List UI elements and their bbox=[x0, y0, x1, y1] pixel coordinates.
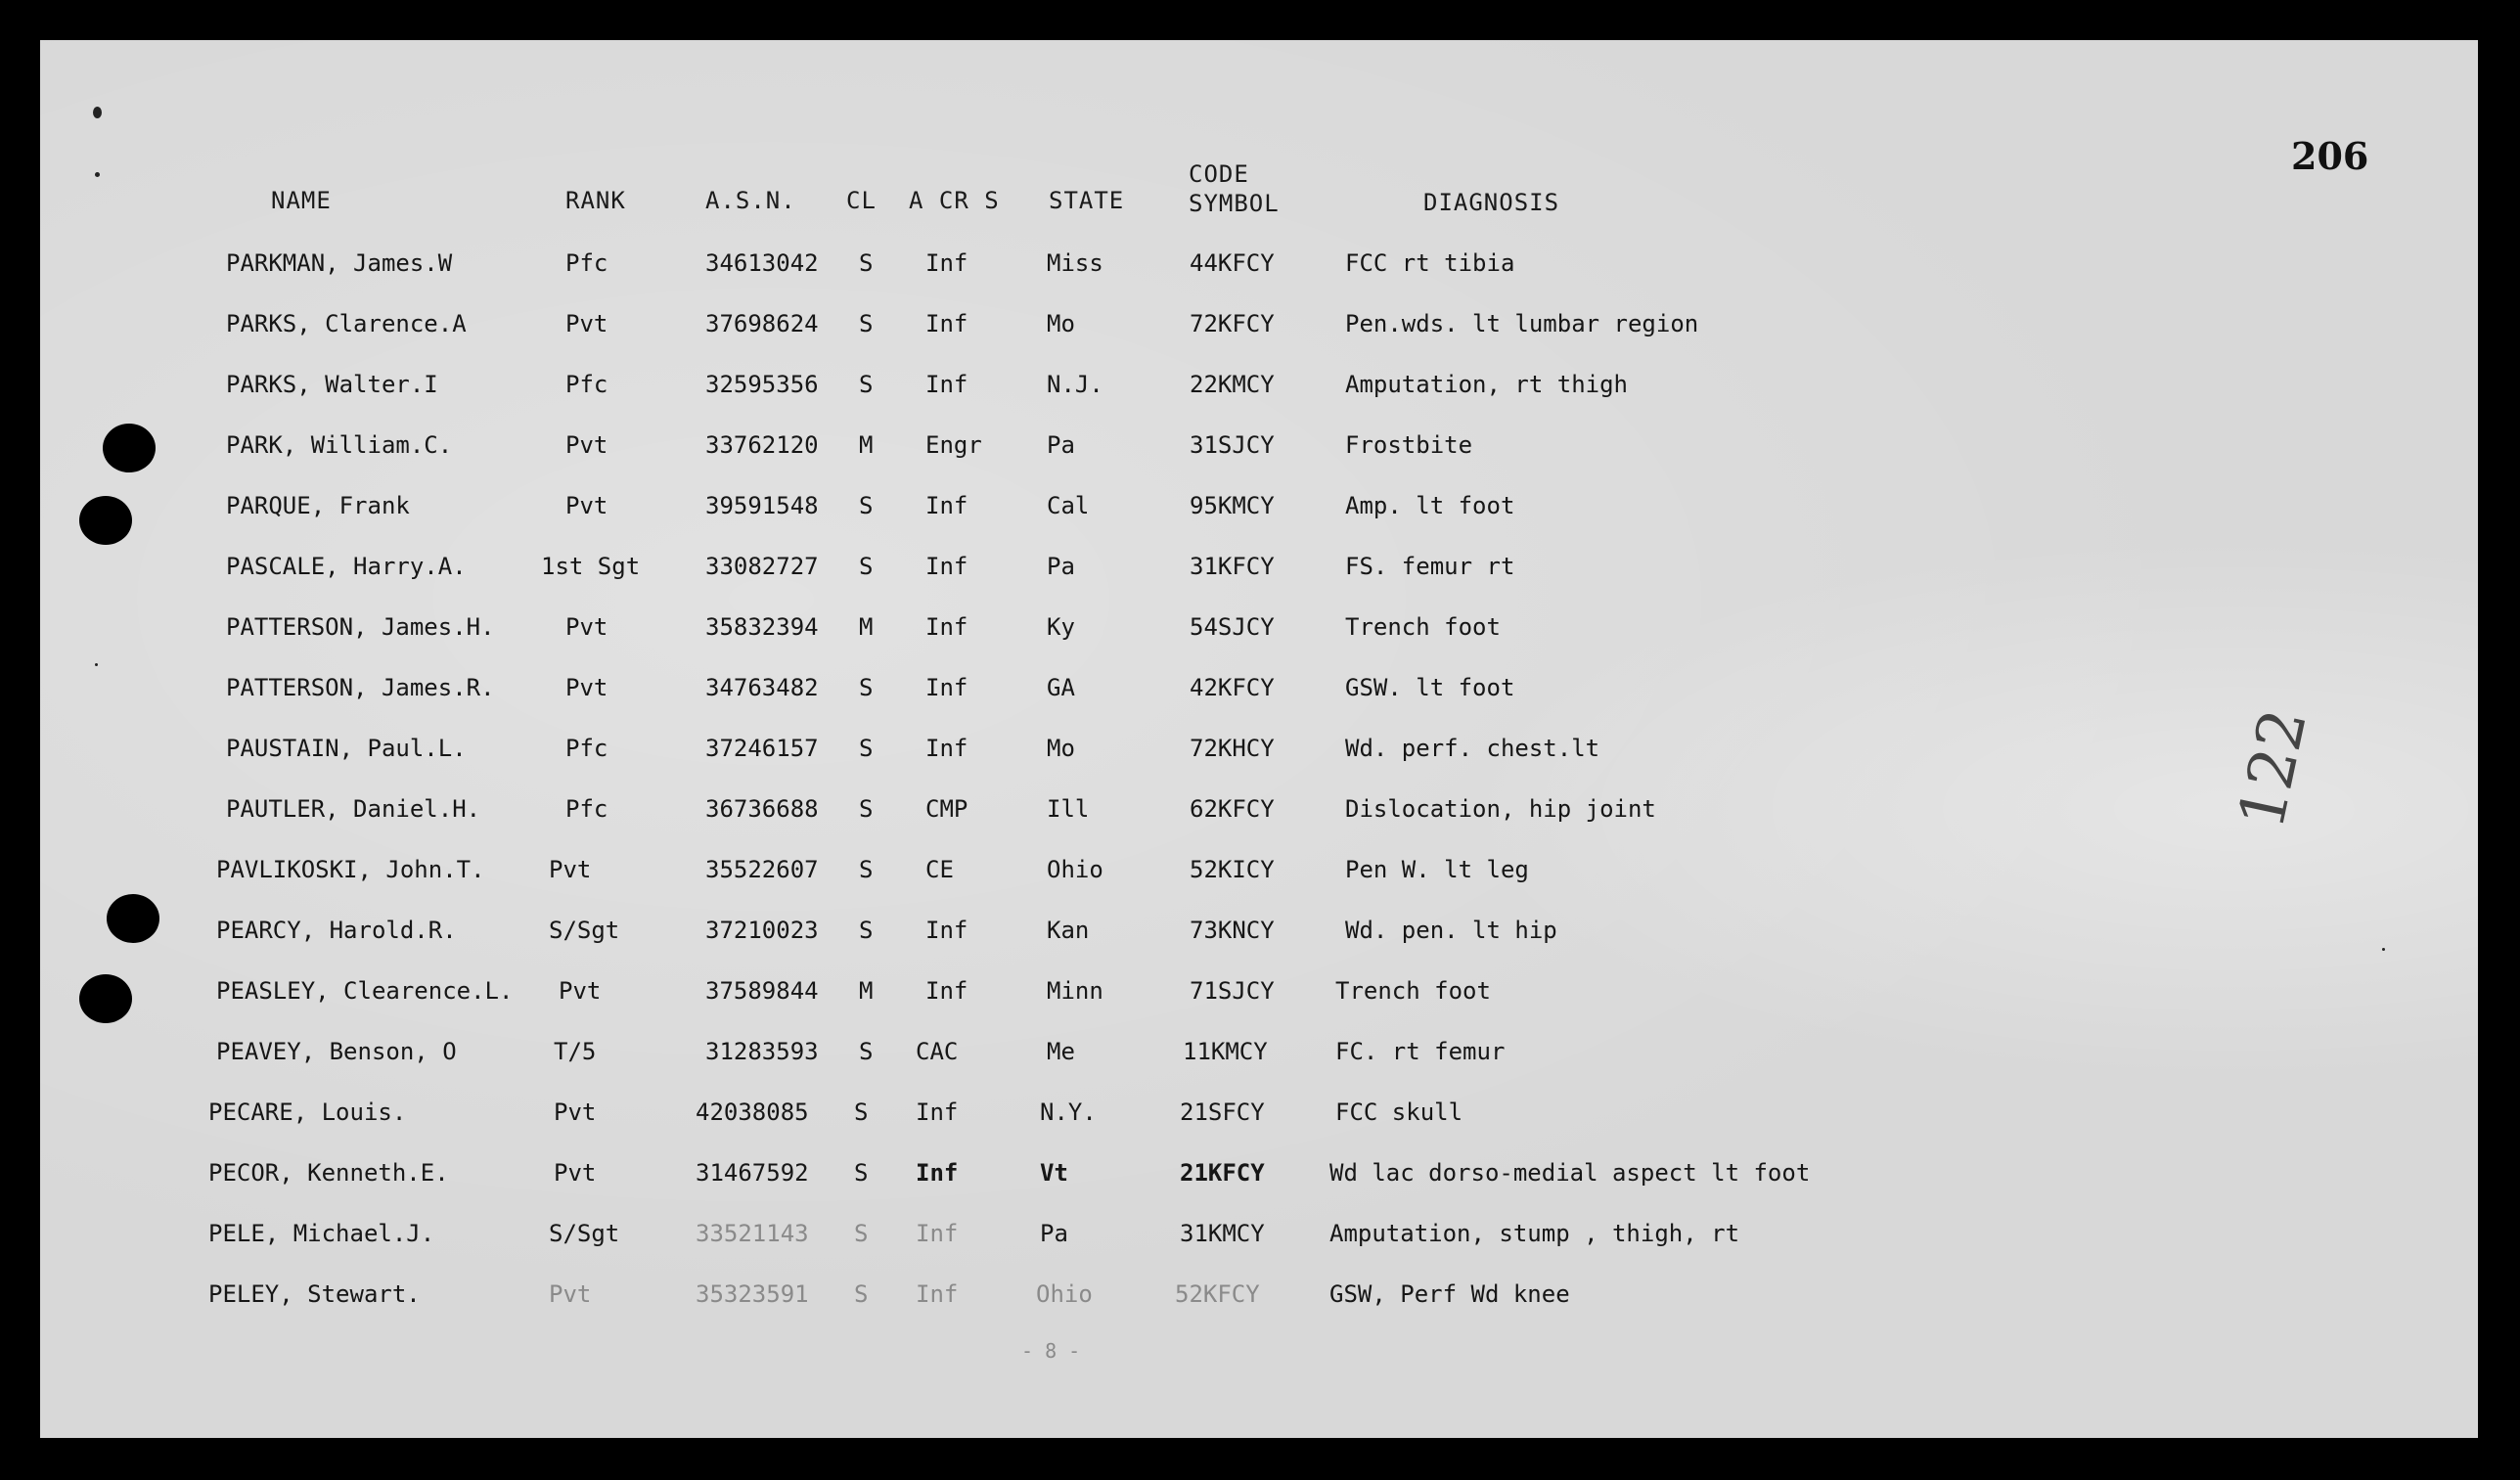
speck-1 bbox=[93, 107, 102, 118]
cell-cl: S bbox=[859, 249, 874, 277]
cell-asn: 35832394 bbox=[705, 613, 819, 641]
cell-cl: S bbox=[859, 371, 874, 398]
cell-diagnosis: GSW. lt foot bbox=[1345, 674, 1515, 701]
cell-code: 21KFCY bbox=[1180, 1159, 1265, 1187]
header-cl: CL bbox=[846, 187, 877, 214]
cell-arm: Engr bbox=[925, 431, 982, 459]
cell-cl: S bbox=[859, 1038, 874, 1065]
cell-name: PAUSTAIN, Paul.L. bbox=[226, 735, 467, 762]
cell-rank: Pvt bbox=[565, 674, 608, 701]
cell-cl: M bbox=[859, 977, 874, 1005]
cell-rank: Pvt bbox=[559, 977, 602, 1005]
cell-cl: S bbox=[859, 917, 874, 944]
cell-arm: Inf bbox=[925, 553, 968, 580]
cell-asn: 35522607 bbox=[705, 856, 819, 883]
header-diagnosis: DIAGNOSIS bbox=[1423, 189, 1560, 216]
cell-code: 22KMCY bbox=[1190, 371, 1275, 398]
margin-note: 122 bbox=[2226, 702, 2321, 835]
punch-hole-1 bbox=[103, 424, 156, 472]
cell-state: Ohio bbox=[1047, 856, 1103, 883]
cell-cl: S bbox=[854, 1220, 869, 1247]
document-card bbox=[40, 40, 2478, 1438]
cell-cl: S bbox=[854, 1280, 869, 1308]
cell-arm: Inf bbox=[925, 492, 968, 519]
cell-rank: Pvt bbox=[554, 1159, 597, 1187]
cell-code: 31SJCY bbox=[1190, 431, 1275, 459]
cell-rank: 1st Sgt bbox=[541, 553, 641, 580]
header-code-line1: CODE bbox=[1189, 160, 1249, 188]
cell-rank: S/Sgt bbox=[549, 1220, 620, 1247]
cell-code: 21SFCY bbox=[1180, 1099, 1265, 1126]
cell-asn: 39591548 bbox=[705, 492, 819, 519]
cell-cl: S bbox=[859, 674, 874, 701]
cell-arm: Inf bbox=[916, 1280, 959, 1308]
cell-code: 11KMCY bbox=[1183, 1038, 1268, 1065]
cell-name: PEAVEY, Benson, O bbox=[216, 1038, 457, 1065]
footer-stamp: - 8 - bbox=[1021, 1339, 1081, 1363]
cell-state: Mo bbox=[1047, 735, 1075, 762]
cell-state: Me bbox=[1047, 1038, 1075, 1065]
cell-asn: 37698624 bbox=[705, 310, 819, 337]
cell-diagnosis: Wd lac dorso-medial aspect lt foot bbox=[1329, 1159, 1811, 1187]
cell-diagnosis: Dislocation, hip joint bbox=[1345, 795, 1656, 823]
cell-state: Ill bbox=[1047, 795, 1090, 823]
cell-diagnosis: FCC rt tibia bbox=[1345, 249, 1515, 277]
cell-cl: S bbox=[859, 735, 874, 762]
cell-diagnosis: Amp. lt foot bbox=[1345, 492, 1515, 519]
cell-cl: S bbox=[859, 553, 874, 580]
cell-code: 31KFCY bbox=[1190, 553, 1275, 580]
cell-code: 73KNCY bbox=[1190, 917, 1275, 944]
cell-state: Pa bbox=[1047, 431, 1075, 459]
cell-name: PELE, Michael.J. bbox=[208, 1220, 435, 1247]
cell-asn: 32595356 bbox=[705, 371, 819, 398]
cell-rank: Pvt bbox=[554, 1099, 597, 1126]
cell-asn: 37210023 bbox=[705, 917, 819, 944]
cell-arm: CMP bbox=[925, 795, 968, 823]
cell-code: 31KMCY bbox=[1180, 1220, 1265, 1247]
header-name: NAME bbox=[271, 187, 332, 214]
punch-hole-3 bbox=[107, 894, 159, 943]
cell-state: Ky bbox=[1047, 613, 1075, 641]
cell-asn: 33762120 bbox=[705, 431, 819, 459]
header-rank: RANK bbox=[565, 187, 626, 214]
header-code-symbol bbox=[1189, 159, 1280, 218]
cell-name: PECARE, Louis. bbox=[208, 1099, 407, 1126]
cell-state: Cal bbox=[1047, 492, 1090, 519]
cell-arm: Inf bbox=[916, 1220, 959, 1247]
cell-code: 72KFCY bbox=[1190, 310, 1275, 337]
header-code-line2: SYMBOL bbox=[1189, 190, 1280, 217]
cell-name: PELEY, Stewart. bbox=[208, 1280, 421, 1308]
cell-diagnosis: FC. rt femur bbox=[1335, 1038, 1506, 1065]
cell-state: Vt bbox=[1040, 1159, 1068, 1187]
cell-diagnosis: FS. femur rt bbox=[1345, 553, 1515, 580]
cell-name: PECOR, Kenneth.E. bbox=[208, 1159, 449, 1187]
cell-arm: CE bbox=[925, 856, 954, 883]
cell-rank: Pfc bbox=[565, 371, 608, 398]
cell-name: PARK, William.C. bbox=[226, 431, 453, 459]
cell-rank: T/5 bbox=[554, 1038, 597, 1065]
cell-code: 71SJCY bbox=[1190, 977, 1275, 1005]
cell-name: PAUTLER, Daniel.H. bbox=[226, 795, 481, 823]
cell-cl: S bbox=[859, 856, 874, 883]
cell-cl: S bbox=[854, 1099, 869, 1126]
cell-code: 72KHCY bbox=[1190, 735, 1275, 762]
cell-diagnosis: Amputation, stump , thigh, rt bbox=[1329, 1220, 1740, 1247]
speck-2 bbox=[95, 172, 100, 177]
cell-rank: Pvt bbox=[549, 1280, 592, 1308]
header-asn: A.S.N. bbox=[705, 187, 796, 214]
cell-diagnosis: Trench foot bbox=[1335, 977, 1491, 1005]
cell-state: GA bbox=[1047, 674, 1075, 701]
page-number: 206 bbox=[2291, 134, 2369, 178]
cell-code: 62KFCY bbox=[1190, 795, 1275, 823]
punch-hole-2 bbox=[79, 496, 132, 545]
speck-3 bbox=[95, 663, 98, 666]
cell-arm: Inf bbox=[925, 977, 968, 1005]
cell-name: PAVLIKOSKI, John.T. bbox=[216, 856, 485, 883]
cell-arm: CAC bbox=[916, 1038, 959, 1065]
cell-name: PARKS, Walter.I bbox=[226, 371, 438, 398]
cell-code: 54SJCY bbox=[1190, 613, 1275, 641]
cell-asn: 31467592 bbox=[696, 1159, 809, 1187]
cell-arm: Inf bbox=[925, 674, 968, 701]
cell-asn: 34763482 bbox=[705, 674, 819, 701]
cell-arm: Inf bbox=[916, 1159, 959, 1187]
cell-code: 42KFCY bbox=[1190, 674, 1275, 701]
cell-state: Ohio bbox=[1036, 1280, 1093, 1308]
cell-name: PEASLEY, Clearence.L. bbox=[216, 977, 514, 1005]
cell-rank: Pvt bbox=[565, 492, 608, 519]
header-state: STATE bbox=[1049, 187, 1125, 214]
cell-cl: M bbox=[859, 613, 874, 641]
cell-asn: 33521143 bbox=[696, 1220, 809, 1247]
cell-state: Minn bbox=[1047, 977, 1103, 1005]
cell-diagnosis: Wd. perf. chest.lt bbox=[1345, 735, 1600, 762]
cell-asn: 35323591 bbox=[696, 1280, 809, 1308]
cell-diagnosis: Frostbite bbox=[1345, 431, 1473, 459]
cell-rank: Pvt bbox=[565, 310, 608, 337]
punch-hole-4 bbox=[79, 974, 132, 1023]
cell-rank: S/Sgt bbox=[549, 917, 620, 944]
cell-arm: Inf bbox=[925, 917, 968, 944]
cell-diagnosis: FCC skull bbox=[1335, 1099, 1463, 1126]
cell-code: 52KICY bbox=[1190, 856, 1275, 883]
cell-name: PARKS, Clarence.A bbox=[226, 310, 467, 337]
header-acrs: A CR S bbox=[909, 187, 1000, 214]
cell-asn: 34613042 bbox=[705, 249, 819, 277]
cell-asn: 31283593 bbox=[705, 1038, 819, 1065]
cell-state: Pa bbox=[1047, 553, 1075, 580]
cell-arm: Inf bbox=[925, 735, 968, 762]
cell-code: 52KFCY bbox=[1175, 1280, 1260, 1308]
cell-cl: S bbox=[859, 310, 874, 337]
cell-rank: Pvt bbox=[565, 613, 608, 641]
cell-cl: S bbox=[859, 795, 874, 823]
cell-arm: Inf bbox=[925, 249, 968, 277]
cell-state: Kan bbox=[1047, 917, 1090, 944]
cell-diagnosis: Trench foot bbox=[1345, 613, 1501, 641]
cell-name: PATTERSON, James.H. bbox=[226, 613, 495, 641]
cell-state: Pa bbox=[1040, 1220, 1068, 1247]
cell-name: PASCALE, Harry.A. bbox=[226, 553, 467, 580]
cell-diagnosis: Pen W. lt leg bbox=[1345, 856, 1529, 883]
cell-diagnosis: Pen.wds. lt lumbar region bbox=[1345, 310, 1699, 337]
cell-state: Mo bbox=[1047, 310, 1075, 337]
cell-name: PARQUE, Frank bbox=[226, 492, 410, 519]
cell-asn: 42038085 bbox=[696, 1099, 809, 1126]
cell-state: N.Y. bbox=[1040, 1099, 1097, 1126]
cell-cl: M bbox=[859, 431, 874, 459]
cell-code: 44KFCY bbox=[1190, 249, 1275, 277]
cell-arm: Inf bbox=[925, 371, 968, 398]
cell-rank: Pfc bbox=[565, 249, 608, 277]
cell-diagnosis: Wd. pen. lt hip bbox=[1345, 917, 1557, 944]
cell-rank: Pvt bbox=[549, 856, 592, 883]
cell-arm: Inf bbox=[916, 1099, 959, 1126]
speck-4 bbox=[2382, 948, 2385, 951]
cell-rank: Pvt bbox=[565, 431, 608, 459]
cell-asn: 36736688 bbox=[705, 795, 819, 823]
cell-rank: Pfc bbox=[565, 735, 608, 762]
cell-cl: S bbox=[854, 1159, 869, 1187]
cell-asn: 37246157 bbox=[705, 735, 819, 762]
cell-asn: 37589844 bbox=[705, 977, 819, 1005]
cell-arm: Inf bbox=[925, 310, 968, 337]
cell-asn: 33082727 bbox=[705, 553, 819, 580]
cell-name: PEARCY, Harold.R. bbox=[216, 917, 457, 944]
cell-name: PATTERSON, James.R. bbox=[226, 674, 495, 701]
cell-name: PARKMAN, James.W bbox=[226, 249, 453, 277]
cell-arm: Inf bbox=[925, 613, 968, 641]
cell-state: Miss bbox=[1047, 249, 1103, 277]
cell-diagnosis: GSW, Perf Wd knee bbox=[1329, 1280, 1570, 1308]
cell-cl: S bbox=[859, 492, 874, 519]
cell-state: N.J. bbox=[1047, 371, 1103, 398]
cell-code: 95KMCY bbox=[1190, 492, 1275, 519]
cell-rank: Pfc bbox=[565, 795, 608, 823]
cell-diagnosis: Amputation, rt thigh bbox=[1345, 371, 1628, 398]
